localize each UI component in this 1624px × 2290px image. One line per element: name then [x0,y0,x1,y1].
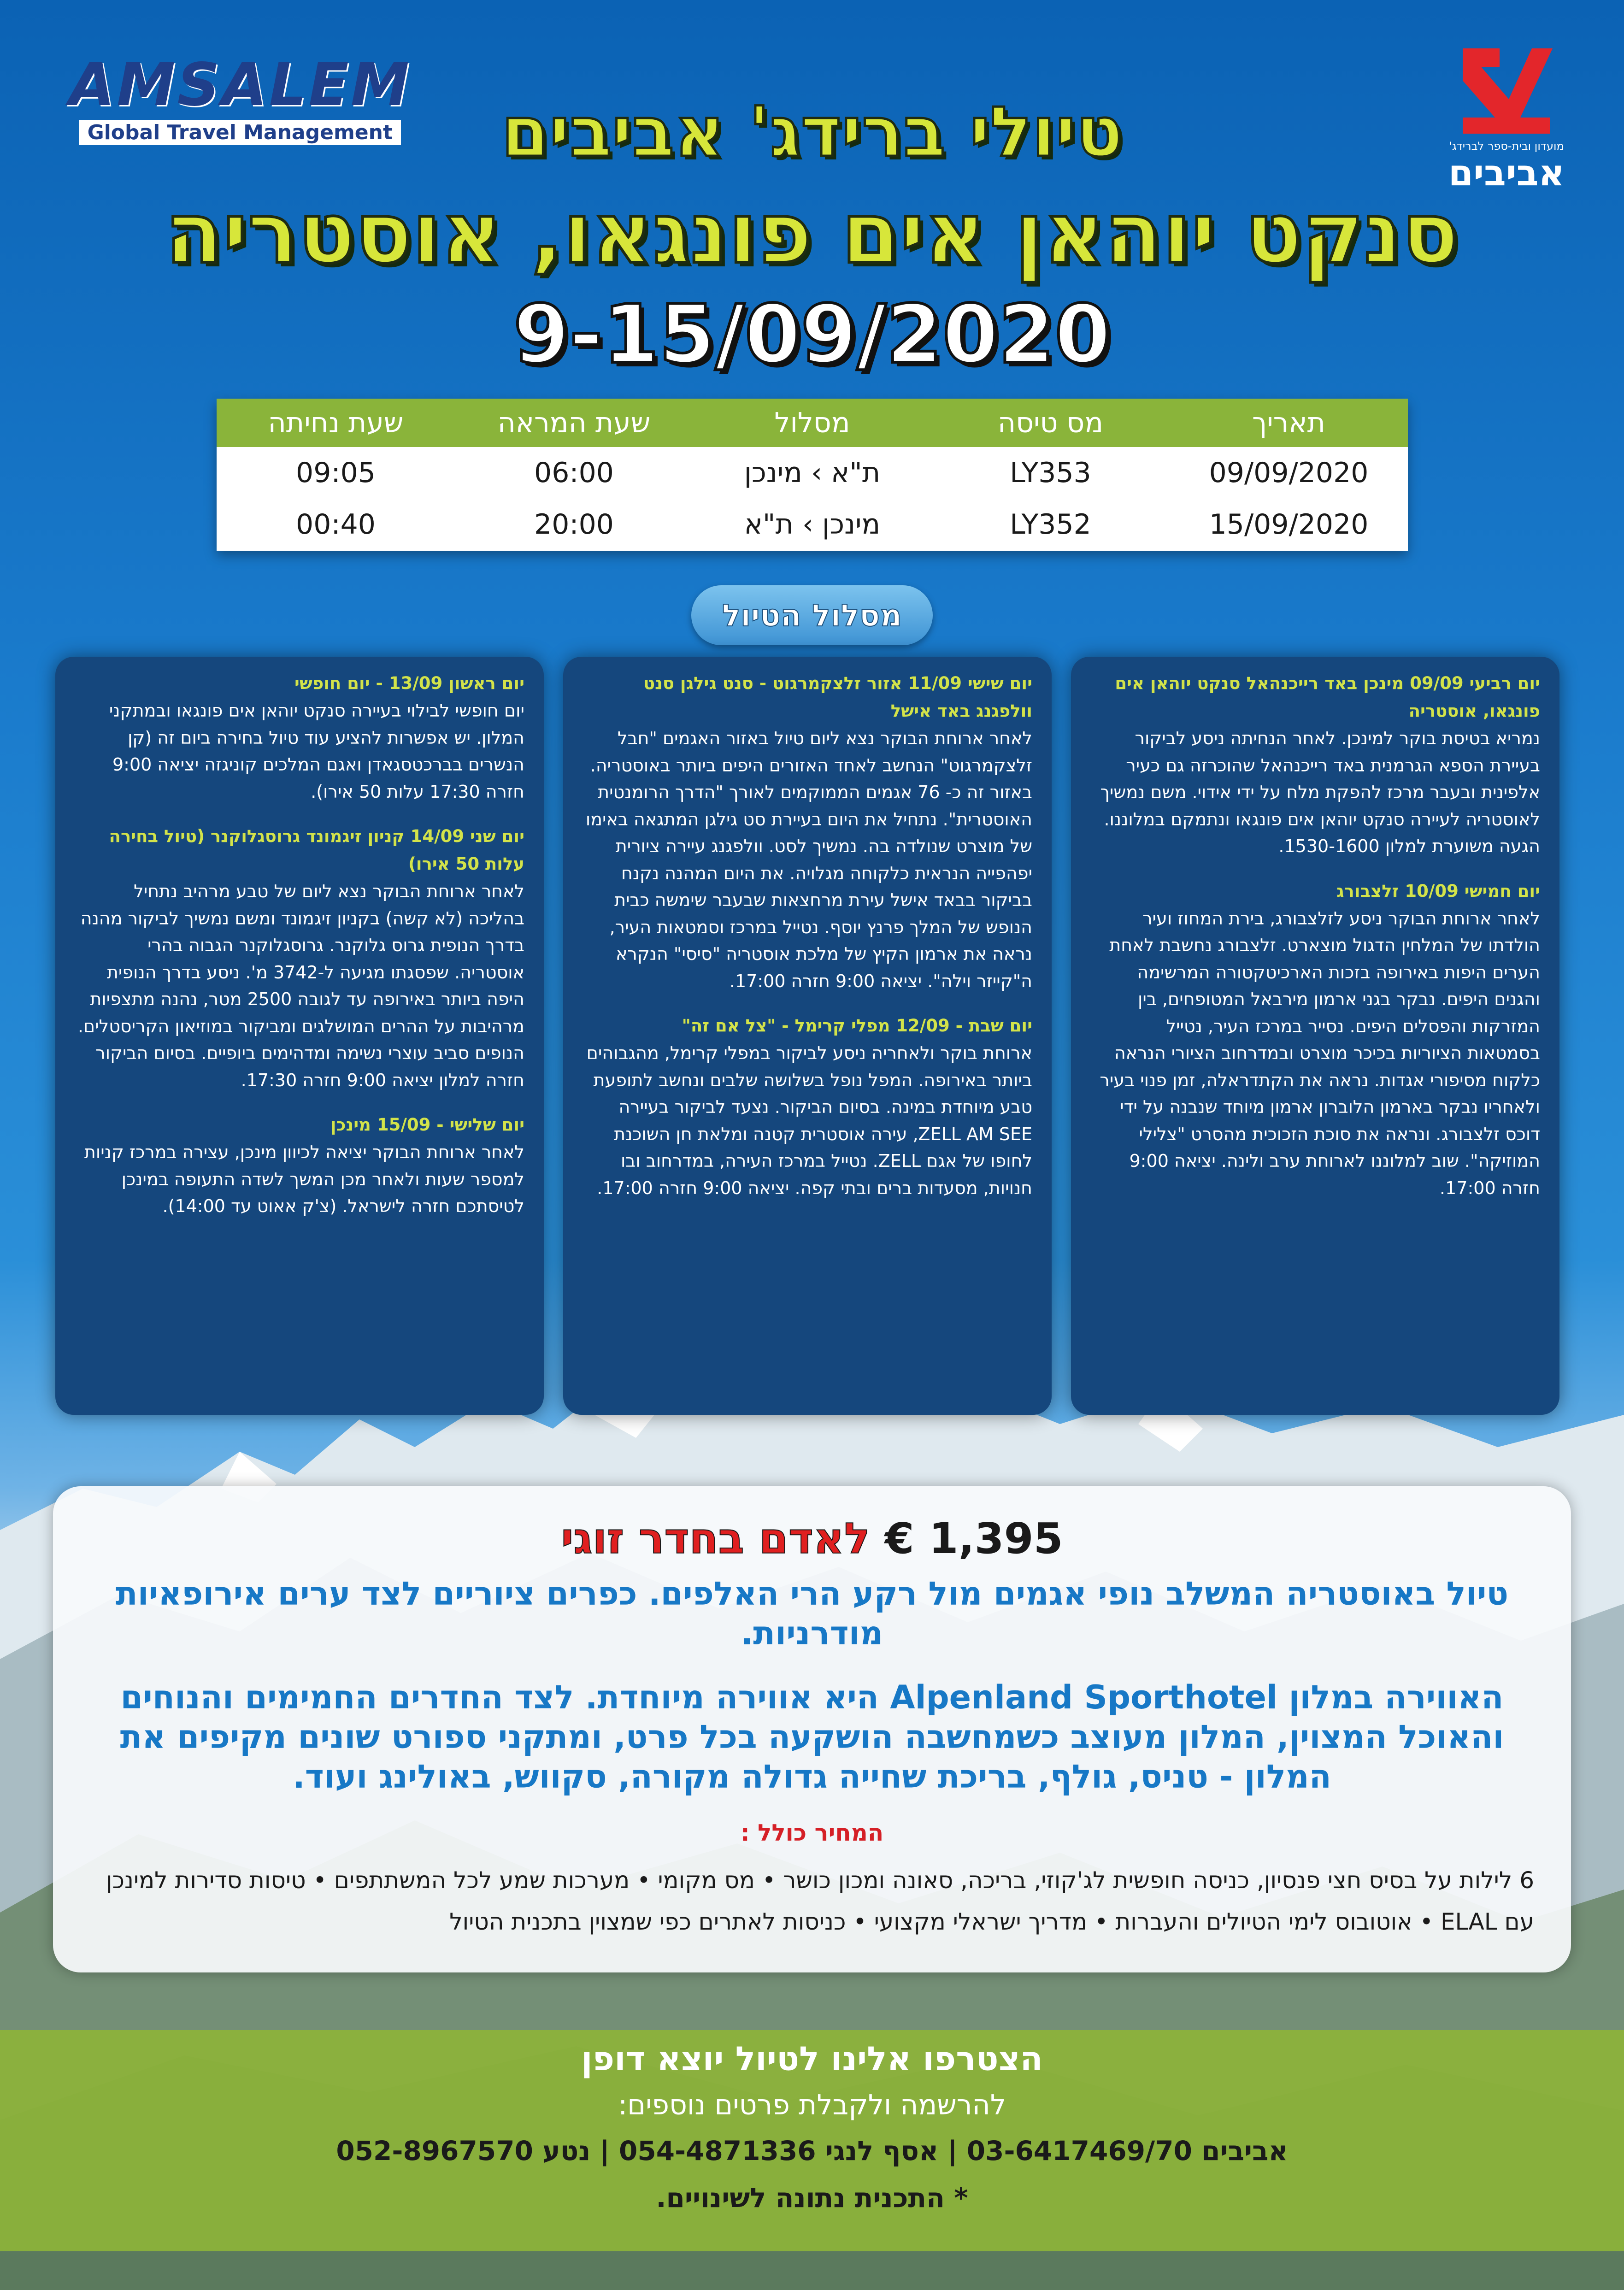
flights-header-date: תאריך [1252,406,1326,439]
itinerary-column-1 [1071,657,1559,1415]
day-body: לאחר ארוחת הבוקר ניסע לזלצבורג, בירת המחוז ועיר הולדתו של המלחין הדגול מוצארט. זלצבורג נחשבת לאחת הערים היפות באירופה בזכות הארכיטקטורה המרשימה והגנים היפים. נבקר בגני ארמון מירבאל המטופחים, בין המזרקות והפסלים היפים. נסייר במרכז העיר, נטייל בסמטאות הציוריות בכיכר מוצרט ובמדרחוב הציורי הנראה כלקוח מסיפורי אגדות. נראה את הקתדראלה, זמן פנוי בעיר ולאחריו נבקר בארמון הלוברון ארמון מיוחד שנבנה על ידי דוכס זלצבורג. ונראה את סוכת הזכוכית מהסרט "צלילי המוזיקה". שוב למלוננו לארוחת ערב ולינה. יציאה 9:00 חזרה 17:00. [1100,908,1540,1198]
itinerary-day [75,670,524,805]
amsalem-logo-word: AMSALEM [69,51,412,119]
footer-banner [0,2030,1624,2251]
flight-date: 09/09/2020 [1209,457,1369,489]
trip-description: טיול באוסטריה המשלב נופי אגמים מול רקע הרי האלפים. כפרים ציוריים לצד ערים אירופאיות מודרניות. [115,1575,1509,1652]
flight-route: ת"א › מינכן [744,457,881,489]
day-body: לאחר ארוחת הבוקר יציאה לכיוון מינכן, עצירה במרכז קניות למספר שעות ולאחר מכן המשך לשדה התעופה במינכן לטיסתכם חזרה לישראל. (צ'ק אאוט עד 14:00). [84,1142,524,1216]
footer-contacts: אביבים 03-6417469/70 | אסף לנגי 054-4871336 | נטע 052-8967570 [336,2135,1288,2166]
day-title: יום שבת - 12/09 מפלי קרימל - "צל אם זה" [682,1016,1032,1036]
price-value: 1,395 € [884,1514,1063,1563]
flight-number: LY352 [1010,508,1091,541]
day-title: יום רביעי 09/09 מינכן באד רייכנהאל סנקט יוהאן אים פונגאו, אוסטריה [1115,673,1540,721]
flights-header-route: מסלול [774,406,850,439]
day-body: נמריא בטיסת בוקר למינכן. לאחר הנחיתה ניסע לביקור בעיירת הספא הגרמנית באד רייכנהאל שהוכרזה גם כעיר אלפינית ובעבר מרכז להפקת מלח על ידי אידוי. משם נמשיך לאוסטריה לעיירה סנקט יוהאן אים פונגאו ונתמקם במלוננו. הגעה משוערת למלון 1530-1600. [1100,728,1540,856]
includes-title: המחיר כולל : [740,1819,884,1846]
day-body: יום חופשי לבילוי בעיירה סנקט יוהאן אים פונגאו ובמתקני המלון. יש אפשרות להציע עוד טיול בחירה ביום זה (קן הנשרים בברכטסגאדן ואגם המלכים קוניגזה יציאה 9:00 חזרה 17:30 עלות 50 אירו). [109,701,524,802]
itinerary-label: מסלול הטיול [691,585,933,645]
flights-header-flight-number: מס טיסה [997,406,1104,439]
day-body: לאחר ארוחת הבוקר נצא ליום של טבע מרהיב נתחיל בהליכה (לא קשה) בקניון זיגמונד ומשם נמשיך לביקור מהנה בדרך הנופית גרוס גלוקנר. גרוסגלוקנר הגבוה בהרי אוסטריה. שפסגתו מגיעה ל-3742 מ'. ניסע בדרך הנופית היפה ביותר באירופה עד לגובה 2500 מטר, נהנה מתצפיות מרהיבות על ההרים המושלגים ומביקור במוזיאון הקריסטלים. הנופים סביב עוצרי נשימה ומדהימים ביופיים. בסיום הביקור חזרה למלון יציאה 9:00 חזרה 17:30. [77,881,524,1090]
aviv-logo-name: אביבים [1448,153,1565,194]
page-title: טיולי ברידג' אביבים [501,92,1123,172]
itinerary-day [1090,670,1540,860]
itinerary-column-3 [55,657,544,1415]
day-title: יום חמישי 10/09 זלצבורג [1336,881,1540,901]
trip-dates: 9-15/09/2020 [513,288,1111,382]
aviv-logo-club: מועדון ובית-ספר לברידג' [1449,140,1564,153]
itinerary-day [75,823,524,1094]
day-body: לאחר ארוחת הבוקר נצא ליום טיול באזור האגמים "חבל זלצקמרגוט" הנחשב לאחד האזורים היפים ביותר באוסטריה. באזור זה כ- 76 אגמים הממוקמים לאורך "הדרך הרומנטית האוסטרית". נתחיל את היום בעיירת סט גילגן המתגאה באימו של מוצרט שנולדה בה. נמשיך לסט. וולפגנג עיירה ציורית יפהפייה הנראית כלקוחה מגלויה. את היום המהנה נקנח בביקור בבאד אישל עירת מרחצאות שבעבר שימשה כבית הנופש של המלך פרנץ יוסף. נטייל במרכז וסמטאות העיר, נראה את ארמון הקיץ של מלכת אוסטריה "סיסי" הנקרא ה"קייזר וילה". יציאה 9:00 חזרה 17:00. [585,728,1032,991]
flights-header-departure: שעת המראה [497,406,651,439]
footer-headline: הצטרפו אלינו לטיול יוצא דופן [581,2039,1043,2078]
flight-number: LY353 [1010,457,1091,489]
flights-table-header [217,399,1408,447]
itinerary-day [75,1111,524,1220]
table-row [217,499,1408,550]
day-title: יום שלישי - 15/09 מינכן [330,1115,524,1135]
day-title: יום ראשון 13/09 - יום חופשי [294,673,524,693]
itinerary-day [1090,877,1540,1202]
amsalem-logo-tagline: Global Travel Management [79,120,401,145]
day-title: יום שישי 11/09 אזור זלצקמרגוט - סנט גילגן סנט וולפגנג באד אישל [643,673,1032,721]
offer-box [53,1486,1571,1972]
flight-route: מינכן › ת"א [744,508,881,541]
hotel-description: האווירה במלון Alpenland Sporthotel היא אווירה מיוחדת. לצד החדרים החמימים והנוחים והאוכל המצוין, המלון מעוצב כשמחשבה הושקעה בכל פרט, ומתקני ספורט שונים מקיפים את המלון - טניס, גולף, בריכת שחייה גדולה מקורה, סקווש, באולינג ועוד. [120,1678,1504,1796]
flight-date: 15/09/2020 [1209,508,1369,541]
itinerary-day [583,1012,1032,1201]
day-title: יום שני 14/09 קניון זיגמונד גרוסגלוקנר (טיול בחירה עלות 50 אירו) [109,826,524,874]
flights-header-arrival: שעת נחיתה [268,406,404,439]
footer-subline: להרשמה ולקבלת פרטים נוספים: [618,2089,1006,2121]
flight-arrival: 09:05 [296,457,376,489]
flight-departure: 06:00 [534,457,614,489]
price-line [53,1514,1571,1563]
day-body: ארוחת בוקר ולאחריה ניסע לביקור במפלי קרימל, מהגבוהים ביותר באירופה. המפל נופל בשלושה שלבים ונחשב לתופעת טבע מיוחדת במינה. בסיום הביקור. נצעד לביקור בעיירה ZELL AM SEE, עירה אוסטרית קטנה ומלאת חן השוכנת לחופו של אגם ZELL. נטייל במרכז העירה, במדרחוב ובו חנויות, מסעדות ברים ובתי קפה. יציאה 9:00 חזרה 17:00. [586,1043,1032,1198]
flight-arrival: 00:40 [296,508,376,541]
flight-departure: 20:00 [534,508,614,541]
footer-note: * התכנית נתונה לשינויים. [656,2182,968,2213]
destination-title: סנקט יוהאן אים פונגאו, אוסטריה [165,184,1459,282]
table-row [217,447,1408,499]
itinerary-column-2 [563,657,1052,1415]
itinerary-day [583,670,1032,995]
flights-table [217,399,1408,551]
price-label: לאדם בחדר זוגי [561,1514,870,1563]
includes-list: 6 לילות על בסיס חצי פנסיון, כניסה חופשית לג'קוזי, בריכה, סאונה ומכון כושר • מס מקומי • מערכות שמע לכל המשתתפים • טיסות סדירות למינכן עם ELAL • אוטובוס לימי הטיולים והעברות • מדריך ישראלי מקצועי • כניסות לאתרים כפי שמצוין בתכנית הטיול [106,1867,1534,1935]
